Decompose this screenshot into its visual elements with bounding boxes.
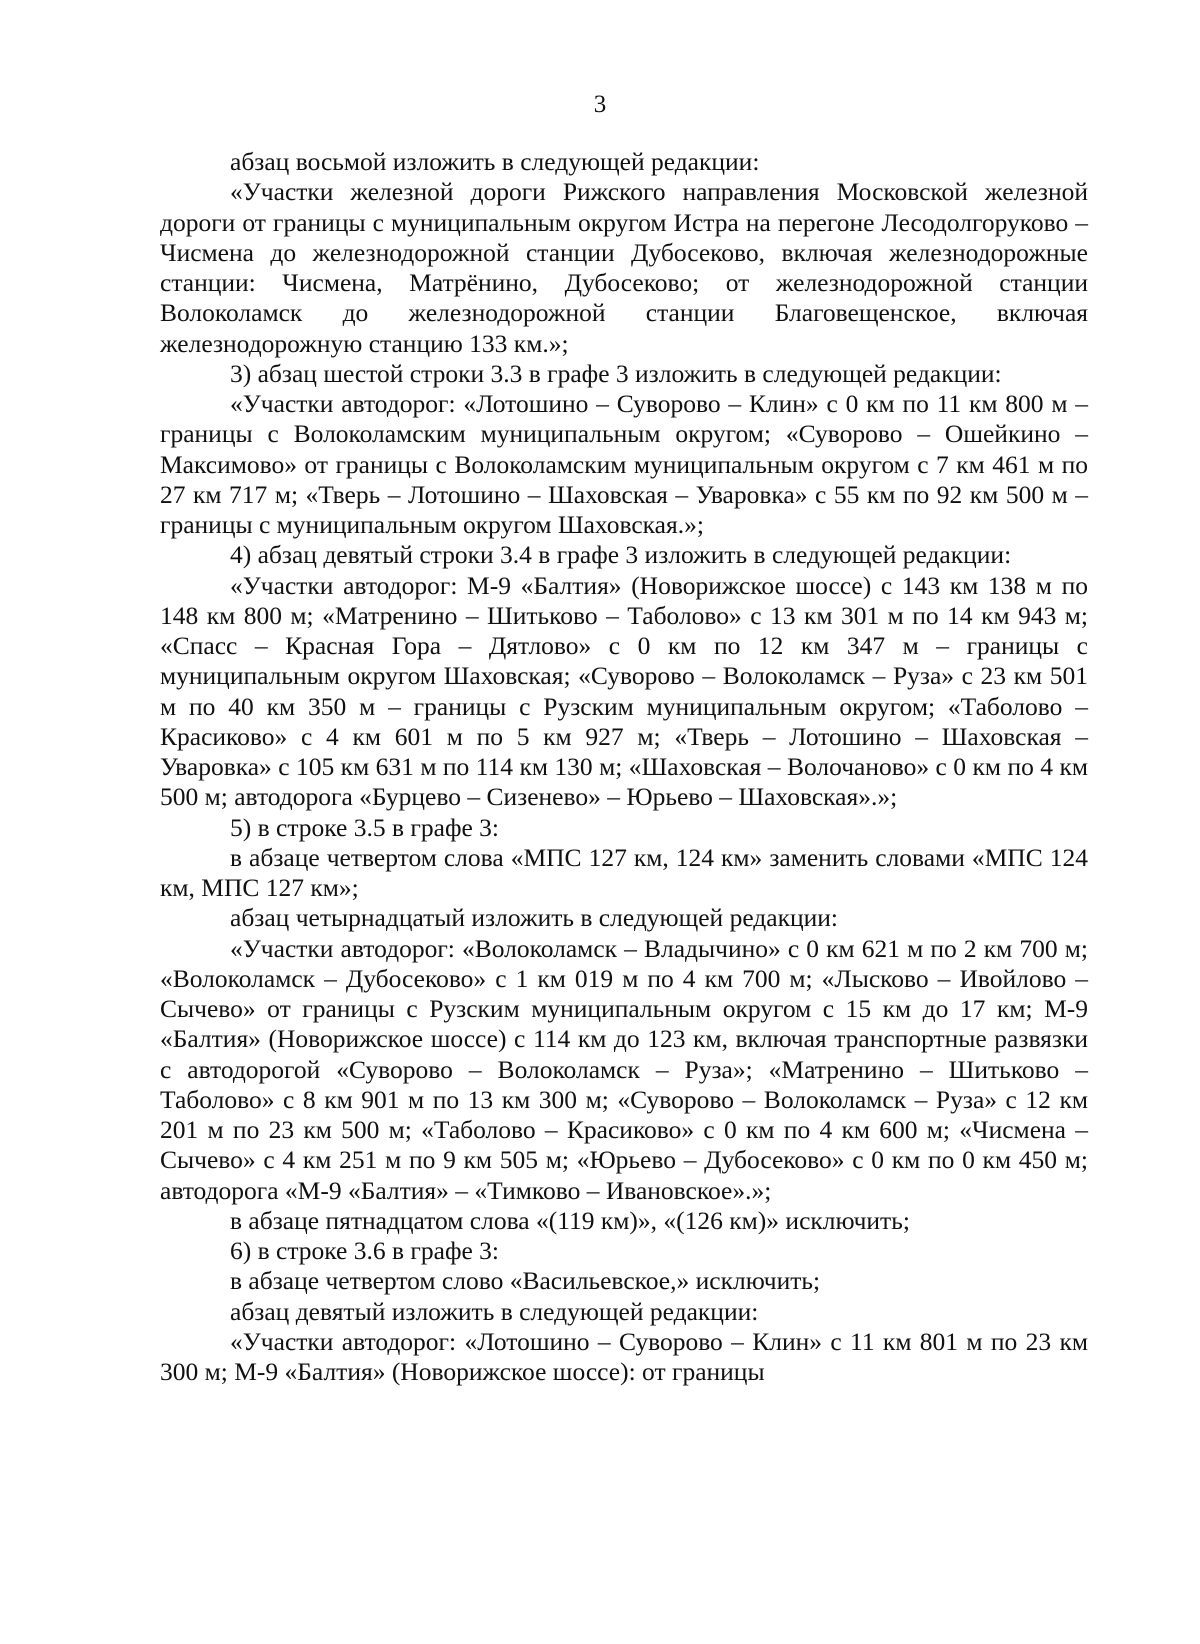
page-number: 3 bbox=[593, 91, 607, 118]
paragraph-3: 3) абзац шестой строки 3.3 в графе 3 изложить в следующей редакции: bbox=[230, 358, 1002, 388]
paragraph-12: 6) в строке 3.6 в графе 3: bbox=[230, 1236, 499, 1265]
paragraph-13: в абзаце четвертом слово «Васильевское,» исключить; bbox=[230, 1266, 821, 1296]
paragraph-8: в абзаце четвертом слова «МПС 127 км, 124 км» заменить словами «МПС 124 км, МПС 127 км»; bbox=[160, 842, 1088, 902]
paragraph-2: «Участки железной дороги Рижского направления Московской железной дороги от границы с муниципальным округом Истра на перегоне Лесодолгоруково – Чисмена до железнодорожной станции Дубосеково, включая железнодорожные станции: Чисмена, Матрёнино, Дубосеково; от железнодорожной станции Волоколамск до железнодорожной станции Благовещенское, включая железнодорожную станцию 133 км.»; bbox=[160, 177, 1088, 358]
paragraph-4: «Участки автодорог: «Лотошино – Суворово – Клин» с 0 км по 11 км 800 м – границы с Волоколамским муниципальным округом; «Суворово – Ошейкино – Максимово» от границы с Волоколамским муниципальным округом с 7 км 461 м по 27 км 717 м; «Тверь – Лотошино – Шаховская – Уваровка» с 55 км по 92 км 500 м – границы с муниципальным округом Шаховская.»; bbox=[160, 389, 1088, 539]
paragraph-7: 5) в строке 3.5 в графе 3: bbox=[230, 812, 499, 842]
paragraph-10: «Участки автодорог: «Волоколамск – Владычино» с 0 км 621 м по 2 км 700 м; «Волоколамск – Дубосеково» с 1 км 019 м по 4 км 700 м; «Лысково – Ивойлово – Сычево» от границы с Рузским муниципальным округом с 15 км до 17 км; М-9 «Балтия» (Новорижское шоссе) с 114 км до 123 км, включая транспортные развязки с автодорогой «Суворово – Волоколамск – Руза»; «Матренино – Шитьково – Таболово» с 8 км 901 м по 13 км 300 м; «Суворово – Волоколамск – Руза» с 12 км 201 м по 23 км 500 м; «Таболово – Красиково» с 0 км по 4 км 600 м; «Чисмена – Сычево» с 4 км 251 м по 9 км 505 м; «Юрьево – Дубосеково» с 0 км по 0 км 450 м; автодорога «М-9 «Балтия» – «Тимково – Ивановское».»; bbox=[160, 933, 1088, 1205]
paragraph-9: абзац четырнадцатый изложить в следующей редакции: bbox=[230, 903, 839, 933]
paragraph-15: «Участки автодорог: «Лотошино – Суворово – Клин» с 11 км 801 м по 23 км 300 м; М-9 «Балтия» (Новорижское шоссе): от границы bbox=[160, 1326, 1088, 1386]
paragraph-5: 4) абзац девятый строки 3.4 в графе 3 изложить в следующей редакции: bbox=[230, 540, 1012, 570]
paragraph-11: в абзаце пятнадцатом слова «(119 км)», «(126 км)» исключить; bbox=[230, 1205, 910, 1235]
paragraph-1: абзац восьмой изложить в следующей редакции: bbox=[230, 147, 760, 176]
paragraph-6: «Участки автодорог: М-9 «Балтия» (Новорижское шоссе) с 143 км 138 м по 148 км 800 м; «Матренино – Шитьково – Таболово» с 13 км 301 м по 14 км 943 м; «Спасс – Красная Гора – Дятлово» с 0 км по 12 км 347 м – границы с муниципальным округом Шаховская; «Суворово – Волоколамск – Руза» с 23 км 501 м по 40 км 350 м – границы с Рузским муниципальным округом; «Таболово – Красиково» с 4 км 601 м по 5 км 927 м; «Тверь – Лотошино – Шаховская – Уваровка» с 105 км 631 м по 114 км 130 м; «Шаховская – Волочаново» с 0 км по 4 км 500 м; автодорога «Бурцево – Сизенево» – Юрьево – Шаховская».»; bbox=[160, 570, 1088, 812]
paragraph-14: абзац девятый изложить в следующей редакции: bbox=[230, 1296, 759, 1326]
document-body bbox=[160, 147, 1088, 1387]
